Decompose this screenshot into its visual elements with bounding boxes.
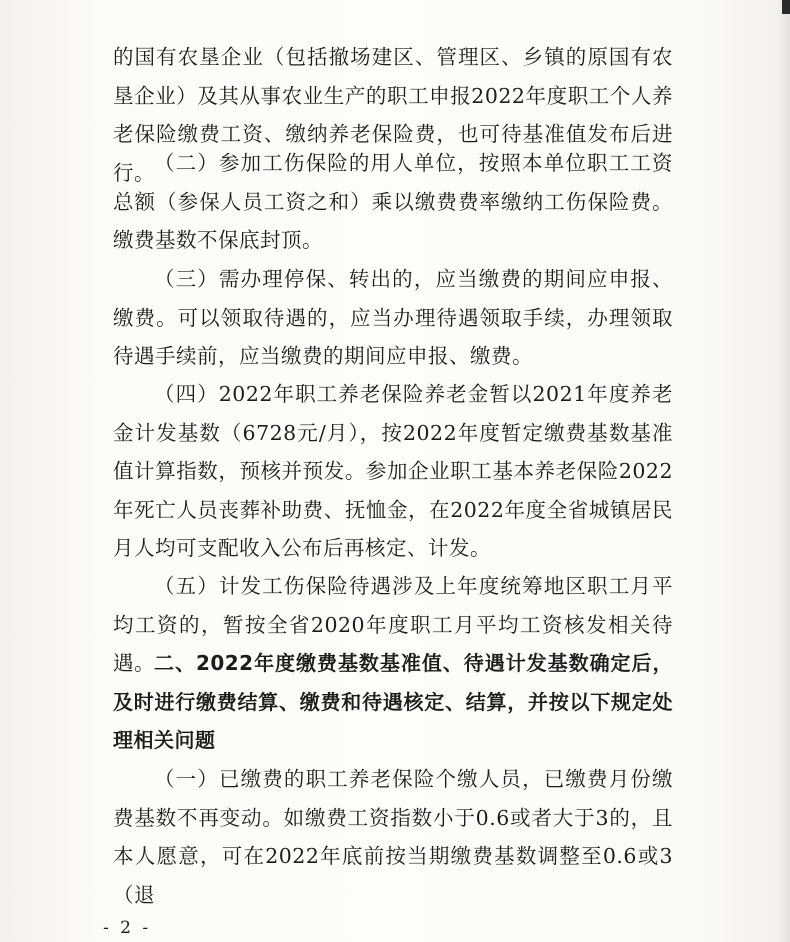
paragraph-continued: 的国有农垦企业（包括撤场建区、管理区、乡镇的原国有农垦企业）及其从事农业生产的职工申报2022年度职工个人养老保险缴费工资、缴纳养老保险费，也可待基准值发布后进行。 (113, 45, 673, 185)
paragraph-subitem-1: （一）已缴费的职工养老保险个缴人员，已缴费月份缴费基数不再变动。如缴费工资指数小于0.6或者大于3的，且本人愿意，可在2022年底前按当期缴费基数调整至0.6或3（退 (113, 767, 673, 907)
scan-corner-mark (782, 0, 790, 14)
paragraph-item-5: （五）计发工伤保险待遇涉及上年度统筹地区职工月平均工资的，暂按全省2020年度职工月平均工资核发相关待遇。 (113, 574, 673, 675)
section-heading-2: 二、2022年度缴费基数基准值、待遇计发基数确定后，及时进行缴费结算、缴费和待遇核定、结算，并按以下规定处理相关问题 (113, 651, 673, 752)
paragraph-item-2: （二）参加工伤保险的用人单位，按照本单位职工工资总额（参保人员工资之和）乘以缴费费率缴纳工伤保险费。缴费基数不保底封顶。 (113, 151, 673, 252)
page-number: - 2 - (103, 918, 152, 938)
paragraph-item-3: （三）需办理停保、转出的，应当缴费的期间应申报、缴费。可以领取待遇的，应当办理待遇领取手续，办理领取待遇手续前，应当缴费的期间应申报、缴费。 (113, 267, 673, 368)
paragraph-item-4: （四）2022年职工养老保险养老金暂以2021年度养老金计发基数（6728元/月），按2022年度暂定缴费基数基准值计算指数，预核并预发。参加企业职工基本养老保险2022年死亡人员丧葬补助费、抚恤金，在2022年度全省城镇居民月人均可支配收入公布后再核定、计发。 (113, 382, 673, 560)
page-shadow-edge (776, 0, 790, 942)
